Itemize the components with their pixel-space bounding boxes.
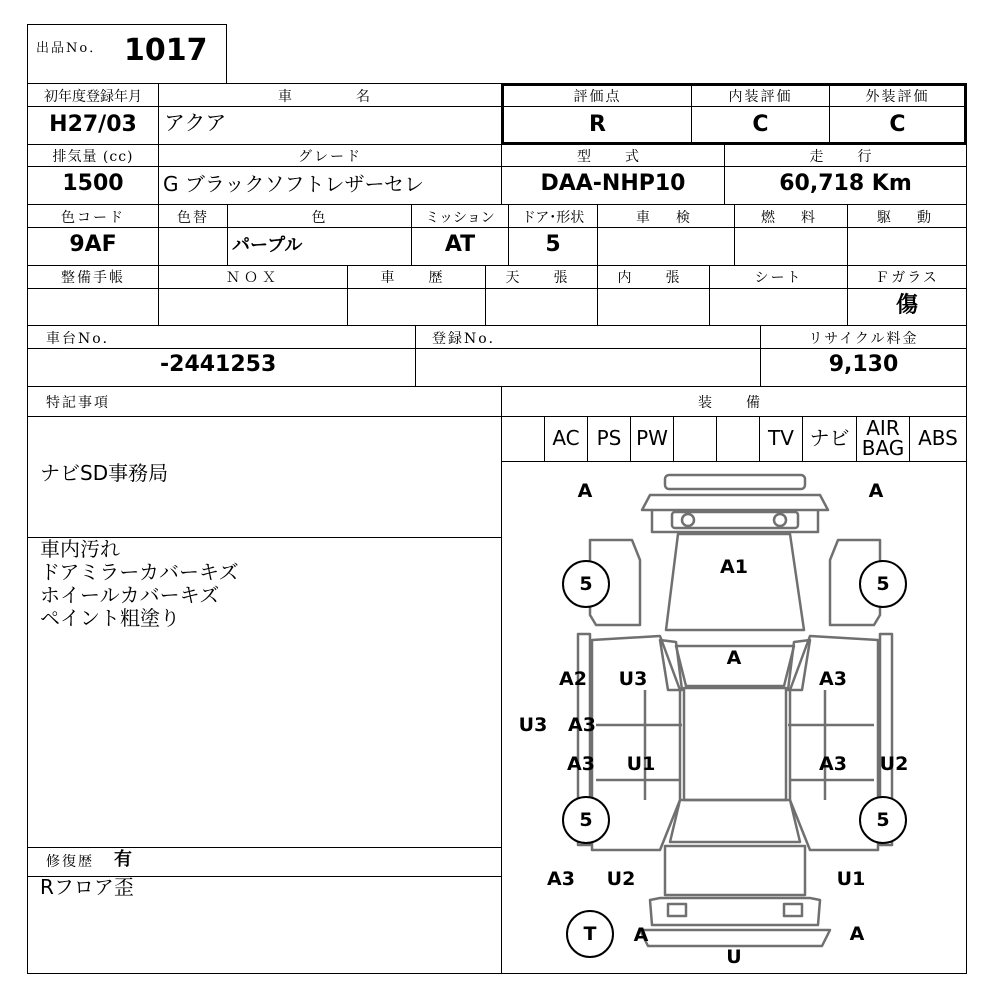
color-code-value: 9AF [69,232,117,257]
color-change-label: 色替 [177,210,209,226]
equipment-item-tv: TV [768,426,794,450]
tire-front-left: 5 [562,560,610,608]
repair-value: 有 [114,849,132,870]
color-value: パープル [232,235,303,256]
seat-label: シート [754,270,803,286]
tire-rear-left: 5 [562,796,610,844]
f-glass-label: Ｆガラス [875,270,939,286]
mileage-label: 走 行 [809,149,882,165]
registration-label: 登録No． [432,331,505,347]
mileage-value: 60,718 Km [779,171,912,196]
history-label: 車 歴 [380,270,453,286]
reg-date-label: 初年度登録年月 [44,89,142,105]
transmission-label: ミッション [425,210,495,226]
mark-left-door-a3-lower: A3 [567,753,595,775]
notes-block-2: 車内汚れ ドアミラーカバーキズ ホイールカバーキズ ペイント粗塗り [40,537,239,630]
car-name-label: 車 名 [278,89,382,105]
lot-label: 出品No． [36,41,105,56]
recycle-label: リサイクル料金 [808,331,919,347]
mark-left-door-a3-upper: A3 [568,714,596,736]
interior-value: C [752,112,769,137]
inspection-label: 車 検 [636,210,696,226]
doors-value: 5 [545,232,561,257]
mark-rear-bumper-right: A [849,923,865,945]
exterior-value: C [889,112,906,137]
notes-line-1: ナビSD事務局 [40,461,169,485]
doors-label: ドア･形状 [521,210,585,226]
tire-rear-right: 5 [859,796,907,844]
mark-left-front-a2: A2 [559,668,587,690]
reg-date-value: H27/03 [49,112,137,137]
model-label: 型 式 [577,149,649,165]
mark-front-right-corner: A [868,480,884,502]
recycle-value: 9,130 [828,352,899,377]
mark-rear-left-a3: A3 [547,868,575,890]
mark-rear-left-u2: U2 [606,868,636,890]
mark-right-front-a3: A3 [819,668,847,690]
equipment-item-airbag: AIR BAG [861,416,905,460]
repair-note: Rフロア歪 [40,875,134,899]
color-code-label: 色コード [61,210,125,226]
mark-windshield: A [726,647,742,669]
mark-rear-bumper-left: A [633,924,649,946]
notes-label: 特記事項 [46,395,110,411]
model-value: DAA-NHP10 [540,171,686,196]
lot-number: 1017 [124,33,208,68]
grade-label: グレード [298,149,362,165]
interior-label: 内装評価 [728,89,793,105]
exterior-label: 外装評価 [865,89,930,105]
spare-tire: T [566,910,614,958]
car-name-value: アクア [164,111,227,135]
sunroof-label: 天 張 [505,270,578,286]
mark-bottom-u: U [726,946,742,968]
tire-front-right: 5 [859,560,907,608]
mark-right-door-a3: A3 [819,753,847,775]
equipment-item-ac: AC [552,426,580,450]
equipment-item-ps: PS [596,426,622,450]
equipment-item-pw: PW [636,426,668,450]
transmission-value: AT [444,232,476,257]
mark-left-u1: U1 [626,753,656,775]
color-label: 色 [311,210,328,226]
equipment-item-abs: ABS [918,426,958,450]
f-glass-value: 傷 [895,293,918,318]
displacement-label: 排気量 (cc) [52,149,134,165]
chassis-label: 車台No． [46,331,119,347]
mark-front-left-corner: A [577,480,593,502]
fuel-label: 燃 料 [761,210,821,226]
interior-trim-label: 内 張 [617,270,690,286]
equipment-item-navi: ナビ [809,426,850,450]
mark-right-u2: U2 [879,753,909,775]
grade-value: G ブラックソフトレザーセレ [163,172,425,196]
nox-label: ＮＯＸ [226,270,280,286]
equipment-label: 装 備 [698,395,770,411]
service-book-label: 整備手帳 [61,270,125,286]
mark-hood: A1 [720,556,748,578]
displacement-value: 1500 [62,171,124,196]
repair-label: 修復歴 [46,854,94,870]
mark-left-fender-u3: U3 [518,714,548,736]
score-label: 評価点 [573,89,622,105]
chassis-value: -2441253 [160,352,277,377]
mark-left-front-u3: U3 [618,668,648,690]
mark-rear-right-u1: U1 [836,868,866,890]
score-value: R [589,112,606,137]
drive-label: 駆 動 [877,210,937,226]
